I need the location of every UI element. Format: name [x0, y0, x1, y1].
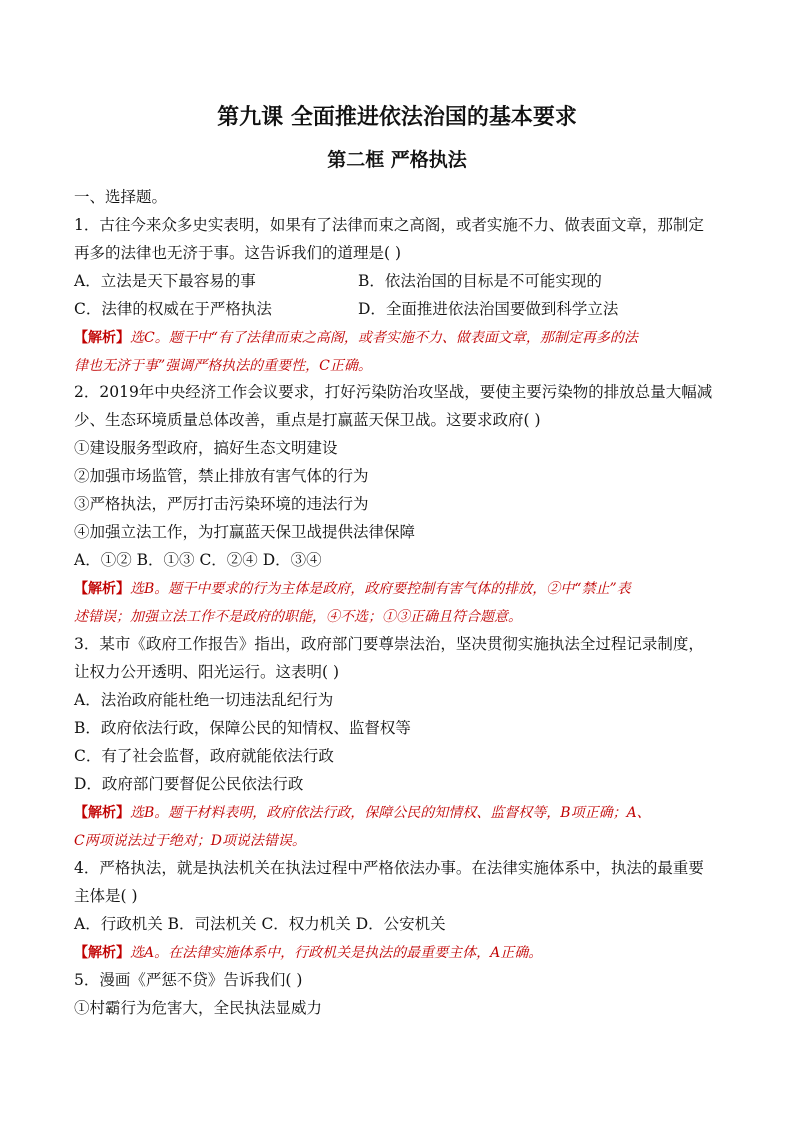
q3-option-b: B．政府依法行政，保障公民的知情权、监督权等 [74, 719, 411, 737]
q4-analysis-line1 [74, 943, 542, 963]
q1-analysis-line2: 律也无济于事”强调严格执法的重要性，C正确。 [74, 358, 372, 374]
q1-option-c: C．法律的权威在于严格执法 [74, 300, 272, 318]
q3-analysis-text1: 选B。题干材料表明，政府依法行政，保障公民的知情权、监督权等，B项正确；A、 [130, 805, 651, 821]
q1-analysis-text1: 选C。题干中“有了法律而束之高阁，或者实施不力、做表面文章，那制定再多的法 [130, 330, 638, 346]
q3-analysis-line1 [74, 803, 651, 823]
q1-option-b: B．依法治国的目标是不可能实现的 [358, 272, 602, 290]
q2-options: A．①② B．①③ C．②④ D．③④ [74, 551, 322, 569]
page-subtitle: 第二框 严格执法 [327, 149, 467, 171]
q4-options: A．行政机关 B．司法机关 C．权力机关 D．公安机关 [74, 915, 446, 933]
q2-item-2: ②加强市场监管，禁止排放有害气体的行为 [74, 467, 369, 485]
q5-stem-line1: 5．漫画《严惩不贷》告诉我们( ) [74, 971, 303, 989]
q2-stem-line2: 少、生态环境质量总体改善，重点是打赢蓝天保卫战。这要求政府( ) [74, 411, 541, 429]
q3-stem-line1: 3．某市《政府工作报告》指出，政府部门要尊崇法治，坚决贯彻实施执法全过程记录制度， [74, 635, 704, 653]
q3-option-a: A．法治政府能杜绝一切违法乱纪行为 [74, 691, 334, 709]
analysis-tag: 【解析】 [74, 945, 130, 961]
q1-stem-line1: 1．古往今来众多史实表明，如果有了法律而束之高阁，或者实施不力、做表面文章，那制定 [74, 216, 704, 234]
q3-stem-line2: 让权力公开透明、阳光运行。这表明( ) [74, 663, 340, 681]
analysis-tag: 【解析】 [74, 581, 130, 597]
q2-item-4: ④加强立法工作，为打赢蓝天保卫战提供法律保障 [74, 523, 416, 541]
q3-option-c: C．有了社会监督，政府就能依法行政 [74, 747, 334, 765]
q1-option-d: D．全面推进依法治国要做到科学立法 [358, 300, 619, 318]
q2-item-1: ①建设服务型政府，搞好生态文明建设 [74, 439, 338, 457]
page-title: 第九课 全面推进依法治国的基本要求 [217, 105, 577, 130]
q1-option-a: A．立法是天下最容易的事 [74, 272, 256, 290]
analysis-tag: 【解析】 [74, 805, 130, 821]
q2-analysis-line2: 述错误；加强立法工作不是政府的职能，④不选；①③正确且符合题意。 [74, 609, 522, 625]
q4-analysis-text1: 选A。在法律实施体系中，行政机关是执法的最重要主体，A正确。 [130, 945, 543, 961]
q4-stem-line2: 主体是( ) [74, 887, 138, 905]
q3-analysis-line2: C两项说法过于绝对；D项说法错误。 [74, 833, 306, 849]
q3-option-d: D．政府部门要督促公民依法行政 [74, 775, 304, 793]
section-heading: 一、选择题。 [74, 188, 168, 206]
q2-item-3: ③严格执法，严厉打击污染环境的违法行为 [74, 495, 369, 513]
analysis-tag: 【解析】 [74, 330, 130, 346]
q2-analysis-text1: 选B。题干中要求的行为主体是政府，政府要控制有害气体的排放，②中“禁止”表 [130, 581, 631, 597]
q4-stem-line1: 4．严格执法，就是执法机关在执法过程中严格依法办事。在法律实施体系中，执法的最重要 [74, 859, 704, 877]
q5-item-1: ①村霸行为危害大，全民执法显威力 [74, 999, 323, 1017]
q2-stem-line1: 2．2019年中央经济工作会议要求，打好污染防治攻坚战，要使主要污染物的排放总量大幅减 [74, 383, 713, 401]
q2-analysis-line1 [74, 579, 631, 599]
q1-stem-line2: 再多的法律也无济于事。这告诉我们的道理是( ) [74, 244, 402, 262]
q1-analysis-line1 [74, 328, 638, 348]
